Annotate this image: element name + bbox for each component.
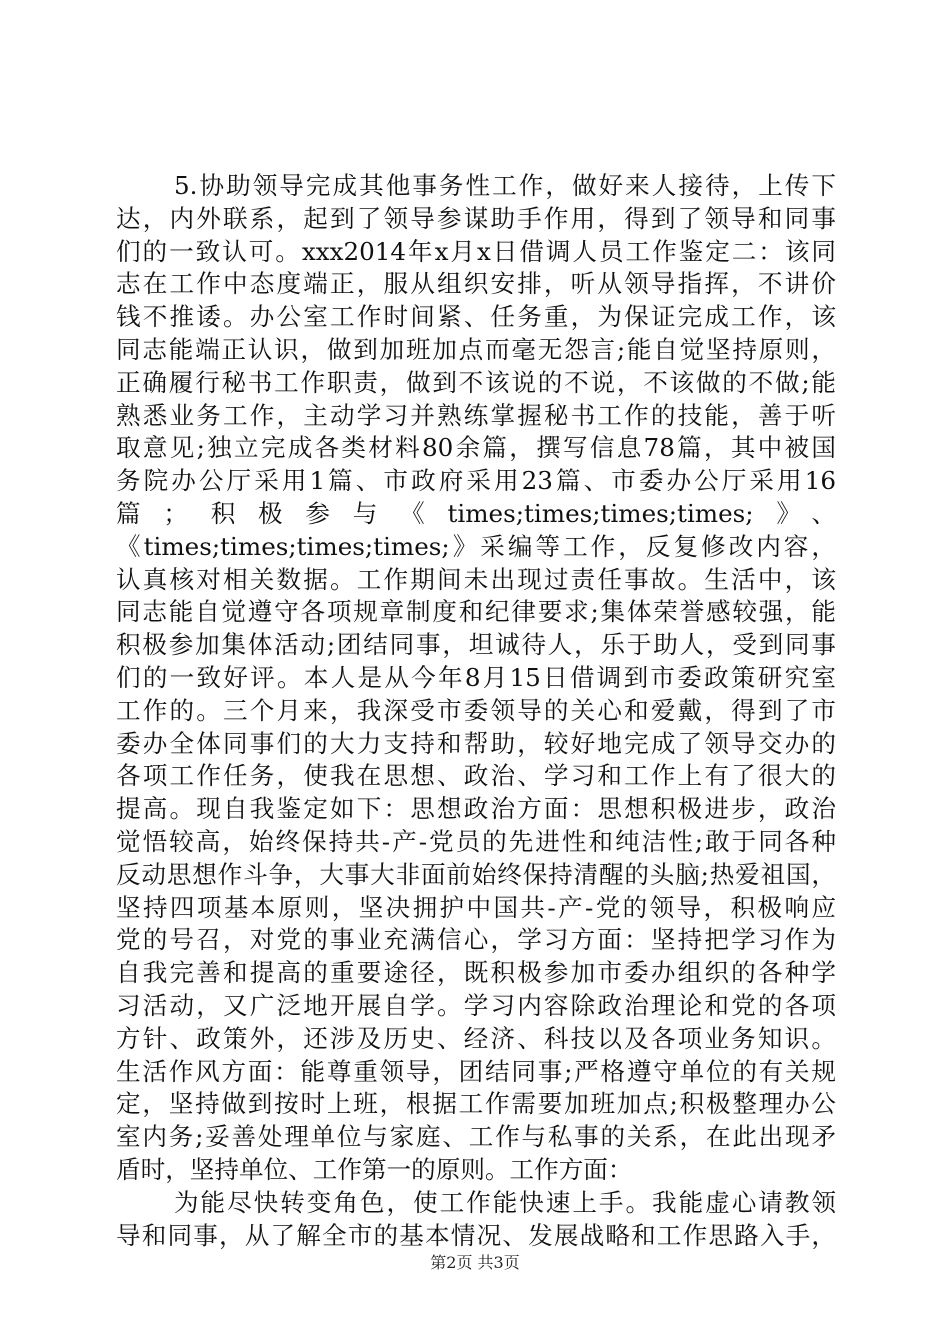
text-line: 篇；积极参与《times;times;times;times;》、 [116,498,836,528]
text-line: 室内务;妥善处理单位与家庭、工作与私事的关系，在此出现矛 [116,1122,836,1152]
text-line: 熟悉业务工作，主动学习并熟练掌握秘书工作的技能，善于听 [116,400,836,430]
text-line: 务院办公厅采用1篇、市政府采用23篇、市委办公厅采用16 [116,466,836,496]
text-line: 盾时，坚持单位、工作第一的原则。工作方面： [116,1154,633,1184]
paragraph-1 [116,170,836,1187]
text-line: 各项工作任务，使我在思想、政治、学习和工作上有了很大的 [116,761,836,791]
text-line: 坚持四项基本原则，坚决拥护中国共-产-党的领导，积极响应 [116,892,836,922]
text-line: 党的号召，对党的事业充满信心，学习方面：坚持把学习作为 [116,925,836,955]
text-line: 们的一致认可。xxx2014年x月x日借调人员工作鉴定二：该同 [116,236,836,266]
text-line: 定，坚持做到按时上班，根据工作需要加班加点;积极整理办公 [116,1089,836,1119]
text-line: 反动思想作斗争，大事大非面前始终保持清醒的头脑;热爱祖国， [116,859,836,889]
text-line: 们的一致好评。本人是从今年8月15日借调到市委政策研究室 [116,662,836,692]
text-line: 生活作风方面：能尊重领导，团结同事;严格遵守单位的有关规 [116,1056,836,1086]
page-footer [0,1250,950,1273]
text-line: 《times;times;times;times;》采编等工作，反复修改内容， [116,531,836,561]
text-line: 同志能端正认识，做到加班加点而毫无怨言;能自觉坚持原则， [116,334,836,364]
text-line: 为能尽快转变角色，使工作能快速上手。我能虚心请教领 [174,1187,836,1217]
text-line: 导和同事，从了解全市的基本情况、发展战略和工作思路入手， [116,1220,836,1250]
text-line: 提高。现自我鉴定如下：思想政治方面：思想积极进步，政治 [116,794,836,824]
text-line: 委办全体同事们的大力支持和帮助，较好地完成了领导交办的 [116,728,836,758]
text-line: 积极参加集体活动;团结同事，坦诚待人，乐于助人，受到同事 [116,630,836,660]
text-line: 自我完善和提高的重要途径，既积极参加市委办组织的各种学 [116,958,836,988]
paragraph-2 [116,1187,836,1253]
text-line: 认真核对相关数据。工作期间未出现过责任事故。生活中，该 [116,564,836,594]
text-line: 方针、政策外，还涉及历史、经济、科技以及各项业务知识。 [116,1023,836,1053]
text-line: 工作的。三个月来，我深受市委领导的关心和爱戴，得到了市 [116,695,836,725]
text-line: 习活动，又广泛地开展自学。学习内容除政治理论和党的各项 [116,990,836,1020]
text-line: 同志能自觉遵守各项规章制度和纪律要求;集体荣誉感较强，能 [116,597,836,627]
text-line: 正确履行秘书工作职责，做到不该说的不说，不该做的不做;能 [116,367,836,397]
text-line: 钱不推诿。办公室工作时间紧、任务重，为保证完成工作，该 [116,302,836,332]
text-line: 达，内外联系，起到了领导参谋助手作用，得到了领导和同事 [116,203,836,233]
document-body [116,170,836,1252]
text-line: 觉悟较高，始终保持共-产-党员的先进性和纯洁性;敢于同各种 [116,826,836,856]
page-number-label: 第2页 共3页 [430,1253,520,1272]
text-line: 取意见;独立完成各类材料80余篇，撰写信息78篇，其中被国 [116,433,836,463]
text-line: 5.协助领导完成其他事务性工作，做好来人接待，上传下 [174,171,836,200]
text-line: 志在工作中态度端正，服从组织安排，听从领导指挥，不讲价 [116,269,836,299]
